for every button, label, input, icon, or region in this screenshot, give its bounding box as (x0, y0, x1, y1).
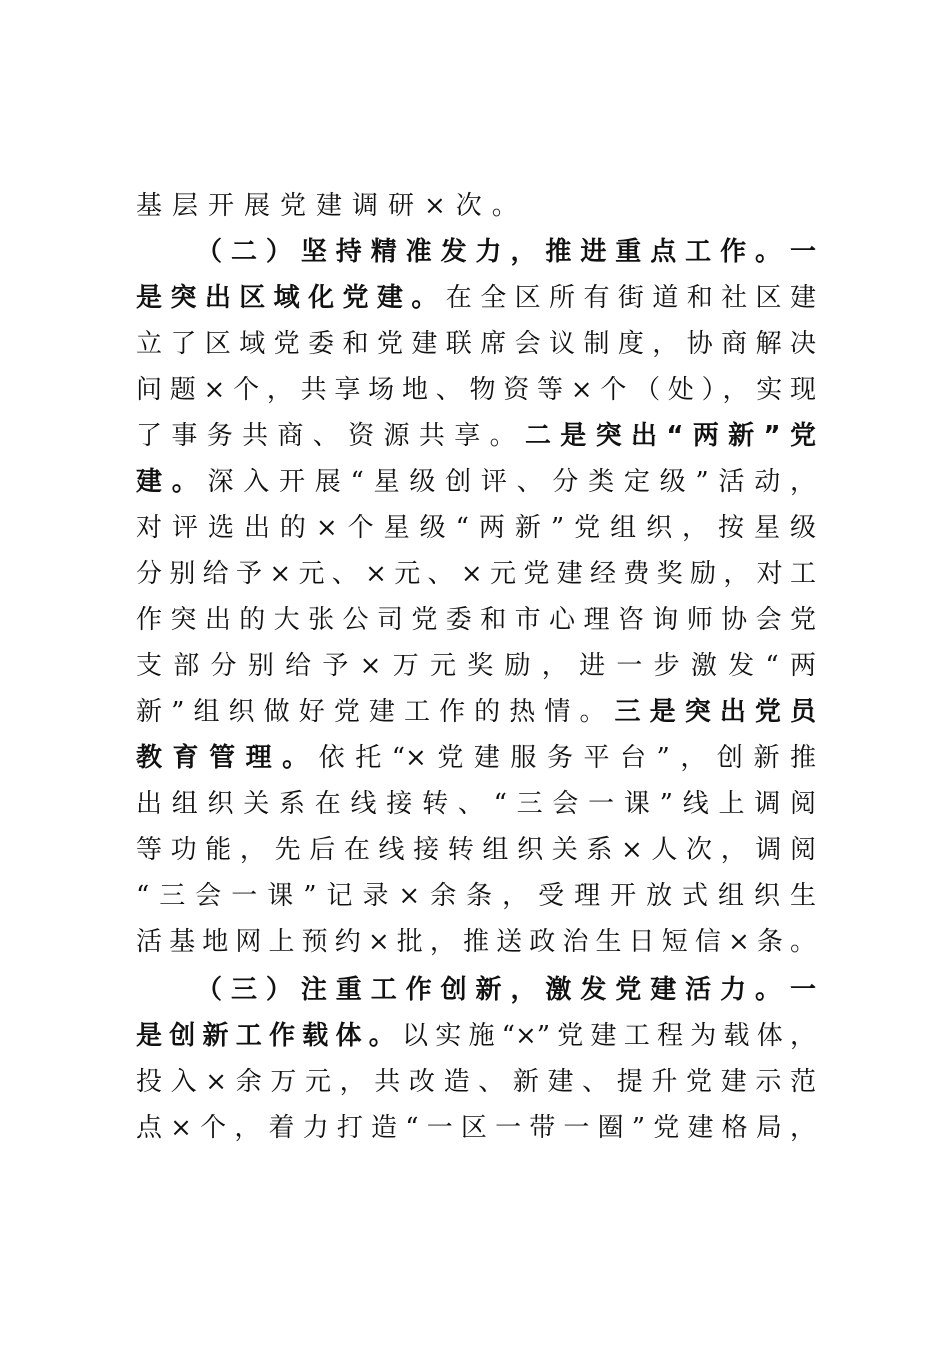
body-text: 在全区所有街道和社区建 (445, 283, 816, 313)
body-text: 以实施“×”党建工程为载体， (401, 1021, 816, 1051)
body-text: 作突出的大张公司党委和市心理咨询师协会党 (136, 605, 816, 635)
text-line (136, 830, 816, 870)
text-line (196, 970, 816, 1010)
bold-heading-text: 是创新工作载体。 (136, 1021, 402, 1051)
text-line (136, 1108, 816, 1148)
bold-heading-text: （二）坚持精准发力，推进重点工作。一 (196, 237, 816, 267)
bold-heading-text: 是突出区域化党建。 (136, 283, 446, 313)
text-line (136, 1016, 816, 1056)
body-text: 基层开展党建调研×次。 (136, 191, 528, 221)
body-text: “三会一课”记录×余条，受理开放式组织生 (136, 881, 816, 911)
body-text: 问题×个，共享场地、物资等×个（处），实现 (136, 375, 816, 405)
bold-heading-text: （三）注重工作创新，激发党建活力。一 (196, 975, 816, 1005)
text-line (136, 600, 816, 640)
text-line (136, 646, 816, 686)
text-line (136, 508, 816, 548)
text-line (136, 416, 816, 456)
body-text: 对评选出的×个星级“两新”党组织，按星级 (136, 513, 816, 543)
text-line (136, 324, 816, 364)
text-line (136, 554, 816, 594)
body-text: 新”组织做好党建工作的热情。 (136, 697, 615, 727)
body-text: 依托“×党建服务平台”，创新推 (318, 743, 816, 773)
body-text: 点×个，着力打造“一区一带一圈”党建格局， (136, 1113, 816, 1143)
bold-heading-text: 建。 (136, 467, 208, 497)
text-line (136, 370, 816, 410)
text-line (136, 876, 816, 916)
body-text: 出组织关系在线接转、“三会一课”线上调阅 (136, 789, 816, 819)
bold-heading-text: 二是突出“两新”党 (524, 421, 816, 451)
text-line (136, 738, 816, 778)
text-line (136, 278, 816, 318)
body-text: 投入×余万元，共改造、新建、提升党建示范 (136, 1067, 816, 1097)
text-line (136, 922, 816, 962)
text-line (136, 186, 816, 226)
bold-heading-text: 教育管理。 (136, 743, 319, 773)
body-text: 了事务共商、资源共享。 (136, 421, 525, 451)
body-text: 立了区域党委和党建联席会议制度，协商解决 (136, 329, 816, 359)
body-text: 分别给予×元、×元、×元党建经费奖励，对工 (136, 559, 816, 589)
text-line (136, 462, 816, 502)
body-text: 深入开展“星级创评、分类定级”活动， (207, 467, 816, 497)
body-text: 支部分别给予×万元奖励，进一步激发“两 (136, 651, 816, 681)
bold-heading-text: 三是突出党员 (614, 697, 816, 727)
body-text: 等功能，先后在线接转组织关系×人次，调阅 (136, 835, 816, 865)
text-line (136, 692, 816, 732)
text-line (196, 232, 816, 272)
text-line (136, 784, 816, 824)
body-text: 活基地网上预约×批，推送政治生日短信×条。 (136, 927, 816, 957)
text-line (136, 1062, 816, 1102)
